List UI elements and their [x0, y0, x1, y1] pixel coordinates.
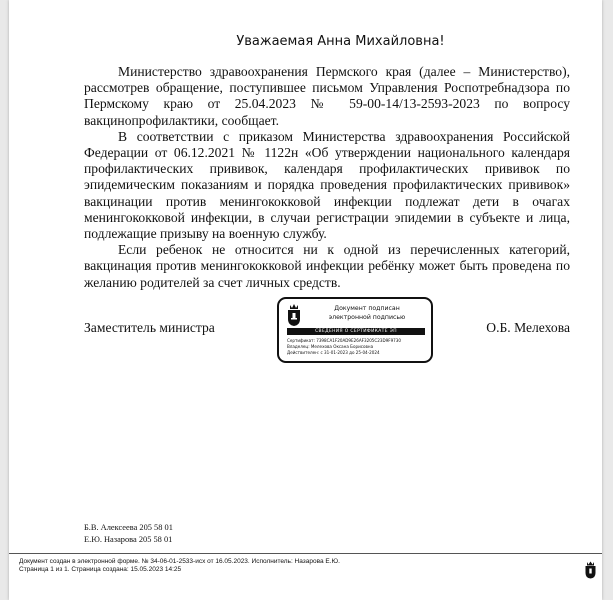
- coat-of-arms-icon: [287, 303, 301, 327]
- greeting: Уважаемая Анна Михайловна!: [236, 34, 445, 49]
- certificate-number: Сертификат: 7398CA1F20AD9E26AF3205C23D9F9730: [287, 338, 401, 343]
- coat-of-arms-icon: [585, 561, 596, 579]
- contact-line: Е.Ю. Назарова 205 58 01: [84, 534, 173, 544]
- paragraph-parents: Если ребенок не относится ни к одной из перечисленных категорий, вакцинация против менингококковой инфекции ребёнку может быть проведена по желанию родителей за счет личных средств.: [84, 242, 570, 290]
- letter-body: [84, 64, 570, 291]
- signer-name: О.Б. Мелехова: [486, 320, 570, 335]
- contact-line: Б.В. Алексеева 205 58 01: [84, 523, 173, 532]
- paragraph-intro: Министерство здравоохранения Пермского края (далее – Министерство), рассмотрев обращение, поступившее письмом Управления Роспотребнадзора по Пермскому краю от 25.04.2023 № 59-00-14/13-2593-2023 по вопросу вакцинопрофилактики, сообщает.: [84, 64, 570, 128]
- electronic-signature-stamp: [277, 297, 433, 363]
- stamp-heading: Документ подписан электронной подписью: [328, 305, 406, 321]
- document-page: [9, 0, 602, 600]
- paragraph-order: В соответствии с приказом Министерства здравоохранения Российской Федерации от 06.12.2021 № 1122н «Об утверждении национального календаря профилактических прививок, календаря профилактических прививок по эпидемическим показаниям и порядка проведения профилактических прививок» вакцинации против менингококковой инфекции подлежат дети в очагах менингококковой инфекции, в случаи регистрации эпидемии в субъекте и лица, подлежащие призыву на военную службу.: [84, 128, 570, 242]
- certificate-owner: Владелец: Мелехова Оксана Борисовна: [287, 344, 374, 349]
- signer-title: Заместитель министра: [84, 320, 215, 335]
- executor-contacts: [84, 522, 173, 545]
- document-footer: [9, 553, 602, 573]
- footer-document-info: Документ создан в электронной форме. № 34-06-01-2533-исх от 16.05.2023. Исполнитель: Назарова Е.Ю.: [19, 558, 340, 565]
- certificate-info-bar: СВЕДЕНИЯ О СЕРТИФИКАТЕ ЭП: [287, 328, 425, 335]
- certificate-validity: Действителен: с 31-01-2023 до 25-04-2024: [287, 350, 380, 355]
- footer-page-info: Страница 1 из 1. Страница создана: 15.05.2023 14:25: [19, 565, 182, 573]
